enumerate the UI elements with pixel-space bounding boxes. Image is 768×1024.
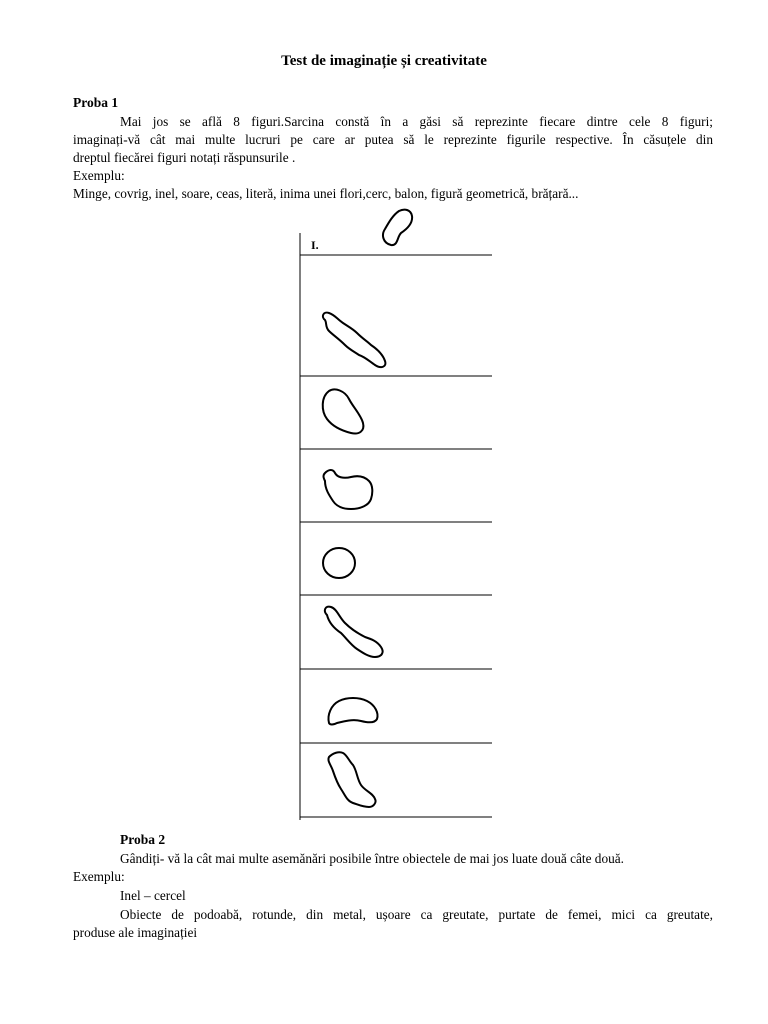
dome-shape-icon xyxy=(328,698,377,725)
bone-shape-icon xyxy=(325,607,383,657)
answer-line-b: produse ale imaginației xyxy=(73,925,198,940)
proba-1-instructions xyxy=(73,113,713,167)
proba-2-example-answer xyxy=(73,906,713,942)
proba-1-heading: Proba 1 xyxy=(73,95,119,110)
figures-panel xyxy=(295,205,495,825)
figures-svg xyxy=(295,205,495,825)
circle-icon xyxy=(323,548,355,578)
figure-marker: I. xyxy=(311,238,319,252)
proba-2-example-label: Exemplu: xyxy=(73,869,125,884)
proba-2-heading: Proba 2 xyxy=(120,832,166,847)
drop-icon xyxy=(383,210,412,245)
answer-line-a: Obiecte de podoabă, rotunde, din metal, ușoare ca greutate, purtate de femei, mici ca greutate, xyxy=(120,907,713,922)
irregular-blob-icon xyxy=(324,470,373,509)
elongated-blob-icon xyxy=(323,313,385,367)
proba-2-instructions: Gândiți- vă la cât mai multe asemănări posibile între obiectele de mai jos luate două câte două. xyxy=(120,851,624,866)
proba-2-example-pair: Inel – cercel xyxy=(120,888,186,903)
zigzag-shape-icon xyxy=(328,752,375,807)
instruction-line-3: dreptul fiecărei figuri notați răspunsurile . xyxy=(73,150,296,165)
oval-blob-icon xyxy=(323,389,364,433)
proba-1-example-label: Exemplu: xyxy=(73,168,125,183)
proba-1-example-text: Minge, covrig, inel, soare, ceas, literă, inima unei flori,cerc, balon, figură geometrică, brățară... xyxy=(73,186,579,201)
instruction-line-2: imaginați-vă cât mai multe lucruri pe care ar putea să le reprezinte figurile respective. În căsuțele din xyxy=(73,132,713,147)
page-title: Test de imaginație și creativitate xyxy=(281,53,487,69)
instruction-line-1: Mai jos se află 8 figuri.Sarcina constă în a găsi să reprezinte fiecare dintre cele 8 figuri; xyxy=(120,114,713,129)
